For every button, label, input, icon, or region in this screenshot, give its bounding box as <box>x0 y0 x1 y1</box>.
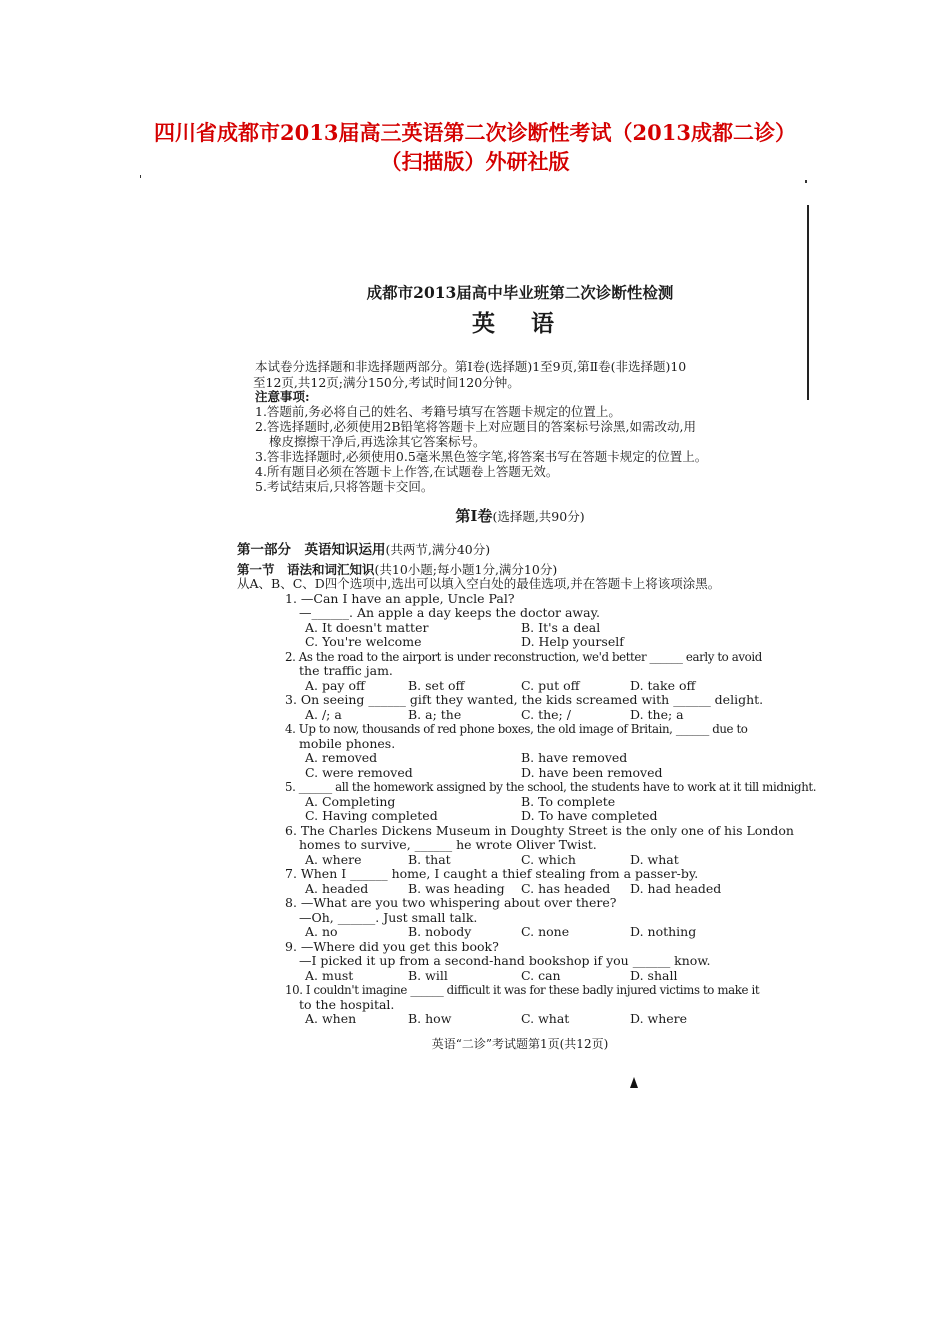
question-option: A. headed <box>305 880 369 896</box>
question-option: A. /; a <box>305 706 342 722</box>
note-line: 1.答题前,务必将自己的姓名、考籍号填写在答题卡规定的位置上。 <box>255 403 621 419</box>
exam-heading: 成都市2013届高中毕业班第二次诊断性检测 <box>366 283 674 302</box>
exam-subject: 英 语 <box>471 310 568 337</box>
scan-edge-tick <box>805 180 807 183</box>
question-option: A. must <box>305 967 354 983</box>
page-footer: 英语“二诊”考试题第1页(共12页) <box>431 1036 609 1051</box>
question-option: D. nothing <box>630 924 697 939</box>
intro-line: 本试卷分选择题和非选择题两部分。第Ⅰ卷(选择题)1至9页,第Ⅱ卷(非选择题)10 <box>255 359 687 374</box>
question-option: C. what <box>521 1011 570 1026</box>
section-title-sub: (共10小题;每小题1分,满分10分) <box>374 561 558 577</box>
question-stem: 9. —Where did you get this book? <box>285 938 499 954</box>
question-option: C. were removed <box>305 764 413 780</box>
question-option: D. have been removed <box>521 764 663 780</box>
question-option: C. Having completed <box>305 808 438 823</box>
volume-title-main: 第Ⅰ卷 <box>455 506 493 525</box>
question-option: B. set off <box>408 677 465 693</box>
document-title-line1: 四川省成都市2013届高三英语第二次诊断性考试（2013成都二诊） <box>154 120 796 145</box>
question-stem: 5. ______ all the homework assigned by the school, the students have to work at it till midnight. <box>285 780 817 794</box>
question-option: B. will <box>408 967 448 983</box>
question-option: D. where <box>630 1011 688 1026</box>
question-option: D. the; a <box>630 706 684 722</box>
question-option: B. nobody <box>408 924 472 939</box>
question-option: A. no <box>305 924 338 939</box>
question-stem: 1. —Can I have an apple, Uncle Pal? <box>285 590 515 606</box>
question-option: C. the; / <box>521 706 571 722</box>
part-title <box>237 543 490 558</box>
question-stem: 10. I couldn't imagine ______ difficult it was for these badly injured victims to make it <box>285 983 760 997</box>
question-stem: —______. An apple a day keeps the doctor away. <box>299 605 600 620</box>
question-option: A. when <box>305 1011 357 1026</box>
question-option: C. which <box>521 851 576 867</box>
note-line: 3.答非选择题时,必须使用0.5毫米黑色签字笔,将答案书写在答题卡规定的位置上。 <box>255 448 708 464</box>
question-stem: 6. The Charles Dickens Museum in Doughty Street is the only one of his London <box>285 822 794 838</box>
volume-title-sub: (选择题,共90分) <box>492 508 585 524</box>
question-option: B. To complete <box>521 793 616 809</box>
note-line: 5.考试结束后,只将答题卡交回。 <box>255 478 434 494</box>
question-option: A. Completing <box>305 793 396 809</box>
question-option: B. how <box>408 1011 452 1026</box>
question-option: D. take off <box>630 677 696 693</box>
question-option: D. Help yourself <box>521 634 624 649</box>
question-stem: 3. On seeing ______ gift they wanted, the kids screamed with ______ delight. <box>285 692 764 707</box>
scan-edge-line <box>807 205 809 400</box>
section-title <box>237 563 557 578</box>
page-marker-triangle <box>630 1077 638 1088</box>
notes-title: 注意事项: <box>255 389 310 404</box>
question-stem: —Oh, ______. Just small talk. <box>299 909 478 925</box>
section-title-main: 第一节 语法和词汇知识 <box>237 561 375 577</box>
question-stem: 4. Up to now, thousands of red phone boxes, the old image of Britain, ______ due to <box>285 722 748 736</box>
question-option: D. shall <box>630 967 678 983</box>
question-option: D. To have completed <box>521 808 658 823</box>
part-title-sub: (共两节,满分40分) <box>385 541 491 557</box>
part-title-main: 第一部分 英语知识运用 <box>237 541 386 558</box>
scan-edge-tick <box>140 175 141 178</box>
question-option: B. that <box>408 851 451 867</box>
document-title <box>60 118 890 176</box>
intro-line: 至12页,共12页;满分150分,考试时间120分钟。 <box>253 374 520 390</box>
question-stem: homes to survive, ______ he wrote Oliver Twist. <box>299 837 597 852</box>
question-stem: 2. As the road to the airport is under reconstruction, we'd better ______ early to avoid <box>285 649 762 664</box>
question-option: C. put off <box>521 677 580 693</box>
question-option: B. a; the <box>408 706 462 722</box>
question-option: B. have removed <box>521 750 628 765</box>
question-stem: 8. —What are you two whispering about over there? <box>285 895 617 910</box>
question-option: A. pay off <box>305 677 365 693</box>
volume-title <box>255 506 785 525</box>
question-stem: —I picked it up from a second-hand bookshop if you ______ know. <box>299 953 711 968</box>
question-stem: to the hospital. <box>299 996 395 1012</box>
question-stem: mobile phones. <box>299 735 396 751</box>
question-option: A. where <box>305 851 362 867</box>
question-option: C. You're welcome <box>305 634 422 649</box>
question-option: A. removed <box>305 750 378 765</box>
question-option: C. has headed <box>521 880 611 896</box>
note-line: 橡皮擦擦干净后,再选涂其它答案标号。 <box>269 433 486 449</box>
question-stem: 7. When I ______ home, I caught a thief stealing from a passer-by. <box>285 866 699 881</box>
note-line: 2.答选择题时,必须使用2B铅笔将答题卡上对应题目的答案标号涂黑,如需改动,用 <box>255 418 696 434</box>
question-stem: the traffic jam. <box>299 663 393 678</box>
question-option: D. had headed <box>630 880 722 896</box>
question-option: C. none <box>521 924 570 939</box>
question-option: B. It's a deal <box>521 619 601 635</box>
instruction-line: 从A、B、C、D四个选项中,选出可以填入空白处的最佳选项,并在答题卡上将该项涂黑。 <box>237 576 721 591</box>
note-line: 4.所有题目必须在答题卡上作答,在试题卷上答题无效。 <box>255 463 559 479</box>
question-option: B. was heading <box>408 880 505 896</box>
question-option: D. what <box>630 851 679 867</box>
question-option: A. It doesn't matter <box>305 619 429 635</box>
document-title-line2: （扫描版）外研社版 <box>380 149 570 174</box>
question-option: C. can <box>521 967 561 983</box>
